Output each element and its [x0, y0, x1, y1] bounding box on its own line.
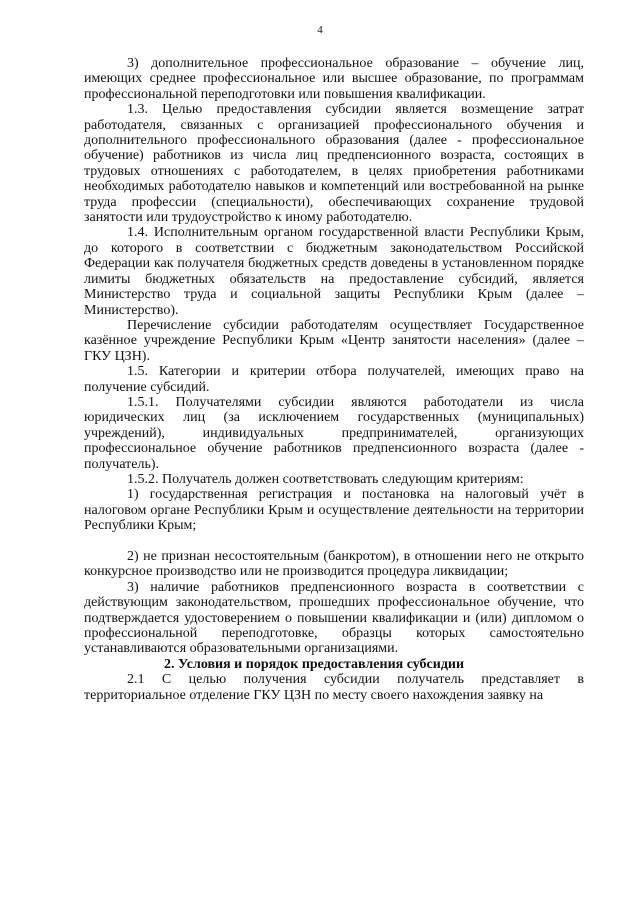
criterion-3: 3) наличие работников предпенсионного возраста в соответствии с действующим законодательством, прошедших профессиональное обучение, что подтверждается удостоверением о повышении квалификации и (или) дипломом о профессиональной переподготовке, образцы которых самостоятельно устанавливаются образовательными организациями. [84, 579, 584, 657]
page-number: 4 [317, 24, 323, 36]
paragraph-1-5-2: 1.5.2. Получатель должен соответствовать следующим критериям: [127, 471, 524, 487]
paragraph-additional-education: 3) дополнительное профессиональное образование – обучение лиц, имеющих среднее профессиональное или высшее образование, по программам профессиональной переподготовки или повышения квалификации. [84, 56, 584, 102]
paragraph-1-5: 1.5. Категории и критерии отбора получателей, имеющих право на получение субсидий. [84, 364, 584, 395]
paragraph-transfer: Перечисление субсидии работодателям осуществляет Государственное казённое учреждение Республики Крым «Центр занятости населения» (далее – ГКУ ЦЗН). [84, 317, 584, 364]
criterion-1: 1) государственная регистрация и постановка на налоговый учёт в налоговом органе Республики Крым и осуществление деятельности на территории Республики Крым; [84, 487, 584, 534]
section-heading: 2. Условия и порядок предоставления субсидии [164, 656, 465, 672]
paragraph-1-3: 1.3. Целью предоставления субсидии является возмещение затрат работодателя, связанных с организацией профессионального обучения и дополнительного профессионального образования (далее - профессиональное обучение) работников из числа лиц предпенсионного возраста, состоящих в трудовых отношениях с работодателем, в целях приобретения работниками необходимых работодателю навыков и компетенций или востребованной на рынке труда профессии (специальности), обеспечивающих сохранение трудовой занятости или трудоустройство к иному работодателю. [84, 102, 584, 226]
paragraph-2-1: 2.1 С целью получения субсидии получатель представляет в территориальное отделение ГКУ ЦЗН по месту своего нахождения заявку на [84, 672, 584, 703]
paragraph-1-4: 1.4. Исполнительным органом государственной власти Республики Крым, до которого в соответствии с бюджетным законодательством Российской Федерации как получателя бюджетных средств доведены в установленном порядке лимиты бюджетных обязательств на предоставление субсидий, является Министерство труда и социальной защиты Республики Крым (далее – Министерство). [84, 225, 584, 318]
document-body [84, 56, 584, 703]
paragraph-1-5-1: 1.5.1. Получателями субсидии являются работодатели из числа юридических лиц (за исключением государственных (муниципальных) учреждений), индивидуальных предпринимателей, организующих профессиональное обучение работников предпенсионного возраста (далее - получатель). [84, 394, 584, 472]
blank-line [84, 534, 584, 549]
criterion-2: 2) не признан несостоятельным (банкротом), в отношении него не открыто конкурсное производство или не производится процедура ликвидации; [84, 548, 584, 580]
